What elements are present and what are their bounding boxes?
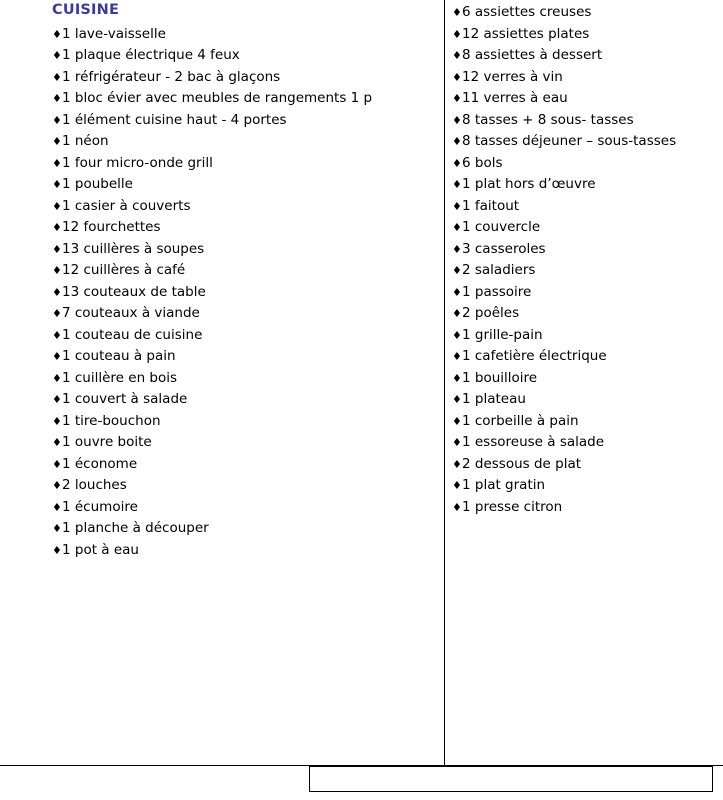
list-item: [52, 432, 432, 454]
diamond-bullet-icon: ♦: [52, 371, 62, 385]
list-item: [452, 260, 712, 282]
list-item: [452, 2, 712, 24]
list-item: [452, 45, 712, 67]
list-item: [452, 67, 712, 89]
list-item-label: 6 assiettes creuses: [462, 4, 592, 20]
list-item: [52, 303, 432, 325]
diamond-bullet-icon: ♦: [452, 92, 462, 105]
list-item-label: 12 fourchettes: [62, 219, 161, 235]
diamond-bullet-icon: ♦: [452, 242, 462, 256]
list-item-label: 1 néon: [62, 133, 109, 149]
list-item-label: 8 tasses déjeuner – sous-tasses: [462, 133, 677, 149]
list-item: [452, 325, 712, 347]
list-item: [452, 217, 712, 239]
list-item-label: 1 tire-bouchon: [62, 412, 161, 429]
diamond-bullet-icon: ♦: [452, 264, 462, 277]
list-item: [452, 88, 712, 110]
diamond-bullet-icon: ♦: [52, 49, 62, 62]
list-item-label: 1 réfrigérateur - 2 bac à glaçons: [62, 68, 281, 85]
list-item-label: 1 élément cuisine haut - 4 portes: [62, 111, 287, 128]
list-item: [52, 196, 432, 218]
list-item-label: 1 passoire: [462, 283, 532, 300]
diamond-bullet-icon: ♦: [52, 135, 62, 148]
list-item: [52, 45, 432, 67]
list-item: [52, 389, 432, 411]
list-item-label: 1 couteau à pain: [62, 348, 176, 364]
diamond-bullet-icon: ♦: [52, 328, 62, 342]
list-item: [452, 389, 712, 411]
diamond-bullet-icon: ♦: [452, 178, 462, 191]
diamond-bullet-icon: ♦: [52, 543, 62, 557]
diamond-bullet-icon: ♦: [452, 328, 462, 342]
list-item: [52, 239, 432, 261]
diamond-bullet-icon: ♦: [452, 49, 462, 62]
list-item: [452, 346, 712, 368]
column-divider: [444, 0, 445, 766]
left-inventory-list: [52, 24, 432, 562]
diamond-bullet-icon: ♦: [452, 135, 462, 148]
list-item: [52, 454, 432, 476]
right-inventory-list: [452, 2, 712, 518]
list-item: [52, 67, 432, 89]
list-item-label: 1 plat gratin: [462, 477, 546, 493]
list-item: [52, 174, 432, 196]
list-item: [452, 196, 712, 218]
list-item-label: 1 cuillère en bois: [62, 369, 178, 386]
list-item: [452, 368, 712, 390]
diamond-bullet-icon: ♦: [52, 264, 62, 277]
list-item-label: 1 grille-pain: [462, 326, 543, 343]
list-item-label: 1 planche à découper: [62, 520, 209, 536]
diamond-bullet-icon: ♦: [452, 457, 462, 471]
list-item-label: 1 écumoire: [62, 498, 138, 515]
list-item-label: 1 pot à eau: [62, 541, 139, 558]
diamond-bullet-icon: ♦: [452, 371, 462, 385]
diamond-bullet-icon: ♦: [452, 6, 462, 19]
list-item: [452, 174, 712, 196]
diamond-bullet-icon: ♦: [52, 70, 62, 84]
diamond-bullet-icon: ♦: [52, 92, 62, 105]
list-item-label: 3 casseroles: [462, 240, 546, 257]
list-item: [52, 497, 432, 519]
list-item-label: 1 ouvre boite: [62, 434, 152, 450]
diamond-bullet-icon: ♦: [452, 414, 462, 428]
list-item: [452, 131, 712, 153]
list-item: [452, 110, 712, 132]
list-item-label: 13 cuillères à soupes: [62, 240, 205, 257]
diamond-bullet-icon: ♦: [52, 178, 62, 191]
diamond-bullet-icon: ♦: [452, 70, 462, 84]
list-item: [452, 432, 712, 454]
list-item-label: 1 plateau: [462, 391, 526, 407]
diamond-bullet-icon: ♦: [452, 285, 462, 299]
left-column: [52, 0, 432, 561]
list-item: [452, 497, 712, 519]
diamond-bullet-icon: ♦: [52, 500, 62, 514]
list-item-label: 1 corbeille à pain: [462, 412, 579, 429]
list-item: [52, 346, 432, 368]
list-item-label: 2 louches: [62, 477, 127, 493]
diamond-bullet-icon: ♦: [452, 27, 462, 41]
list-item: [452, 153, 712, 175]
list-item: [52, 260, 432, 282]
list-item: [452, 303, 712, 325]
diamond-bullet-icon: ♦: [52, 307, 62, 320]
page-title: CUISINE: [52, 2, 120, 18]
list-item: [452, 454, 712, 476]
diamond-bullet-icon: ♦: [452, 479, 462, 492]
list-item-label: 1 bloc évier avec meubles de rangements 1 p: [62, 90, 373, 106]
list-item: [52, 518, 432, 540]
list-item: [52, 88, 432, 110]
list-item-label: 1 couvert à salade: [62, 391, 188, 407]
diamond-bullet-icon: ♦: [452, 307, 462, 320]
diamond-bullet-icon: ♦: [452, 113, 462, 127]
diamond-bullet-icon: ♦: [52, 285, 62, 299]
diamond-bullet-icon: ♦: [52, 27, 62, 41]
list-item-label: 1 économe: [62, 455, 138, 472]
list-item-label: 1 bouilloire: [462, 369, 538, 386]
list-item-label: 7 couteaux à viande: [62, 305, 200, 321]
diamond-bullet-icon: ♦: [452, 436, 462, 449]
list-item: [52, 475, 432, 497]
diamond-bullet-icon: ♦: [52, 436, 62, 449]
list-item: [52, 282, 432, 304]
diamond-bullet-icon: ♦: [52, 522, 62, 535]
list-item-label: 1 cafetière électrique: [462, 348, 607, 364]
list-item: [52, 24, 432, 46]
diamond-bullet-icon: ♦: [452, 199, 462, 213]
list-item: [452, 411, 712, 433]
list-item-label: 1 couvercle: [462, 219, 541, 235]
list-item-label: 1 lave-vaisselle: [62, 25, 166, 42]
list-item-label: 12 assiettes plates: [462, 25, 590, 42]
diamond-bullet-icon: ♦: [52, 199, 62, 213]
diamond-bullet-icon: ♦: [52, 350, 62, 363]
list-item-label: 1 plat hors d’œuvre: [462, 176, 596, 192]
list-item: [52, 368, 432, 390]
diamond-bullet-icon: ♦: [52, 414, 62, 428]
list-item-label: 13 couteaux de table: [62, 283, 206, 300]
list-item-label: 1 casier à couverts: [62, 197, 191, 214]
diamond-bullet-icon: ♦: [452, 500, 462, 514]
diamond-bullet-icon: ♦: [52, 221, 62, 234]
diamond-bullet-icon: ♦: [52, 242, 62, 256]
diamond-bullet-icon: ♦: [452, 350, 462, 363]
list-item-label: 1 couteau de cuisine: [62, 326, 203, 343]
diamond-bullet-icon: ♦: [52, 113, 62, 127]
list-item: [52, 540, 432, 562]
list-item-label: 11 verres à eau: [462, 90, 568, 106]
list-item-label: 12 cuillères à café: [62, 262, 186, 278]
diamond-bullet-icon: ♦: [52, 393, 62, 406]
list-item-label: 12 verres à vin: [462, 68, 563, 85]
list-item: [52, 110, 432, 132]
diamond-bullet-icon: ♦: [52, 457, 62, 471]
list-item: [52, 217, 432, 239]
list-item-label: 2 dessous de plat: [462, 455, 582, 472]
list-item-label: 1 poubelle: [62, 176, 133, 192]
list-item: [52, 153, 432, 175]
bottom-empty-box: [309, 766, 713, 792]
list-item-label: 8 tasses + 8 sous- tasses: [462, 111, 634, 128]
list-item-label: 2 saladiers: [462, 262, 536, 278]
list-item-label: 1 essoreuse à salade: [462, 434, 605, 450]
list-item: [52, 325, 432, 347]
list-item-label: 2 poêles: [462, 305, 520, 321]
diamond-bullet-icon: ♦: [52, 479, 62, 492]
list-item: [452, 282, 712, 304]
diamond-bullet-icon: ♦: [52, 156, 62, 170]
list-item: [52, 131, 432, 153]
list-item: [52, 411, 432, 433]
diamond-bullet-icon: ♦: [452, 156, 462, 170]
list-item-label: 1 plaque électrique 4 feux: [62, 47, 240, 63]
list-item-label: 1 presse citron: [462, 498, 563, 515]
list-item-label: 6 bols: [462, 154, 503, 171]
list-item: [452, 239, 712, 261]
list-item: [452, 24, 712, 46]
list-item: [452, 475, 712, 497]
list-item-label: 1 four micro-onde grill: [62, 154, 213, 171]
list-item-label: 1 faitout: [462, 197, 520, 214]
right-column: [452, 0, 712, 518]
diamond-bullet-icon: ♦: [452, 221, 462, 234]
diamond-bullet-icon: ♦: [452, 393, 462, 406]
list-item-label: 8 assiettes à dessert: [462, 47, 603, 63]
